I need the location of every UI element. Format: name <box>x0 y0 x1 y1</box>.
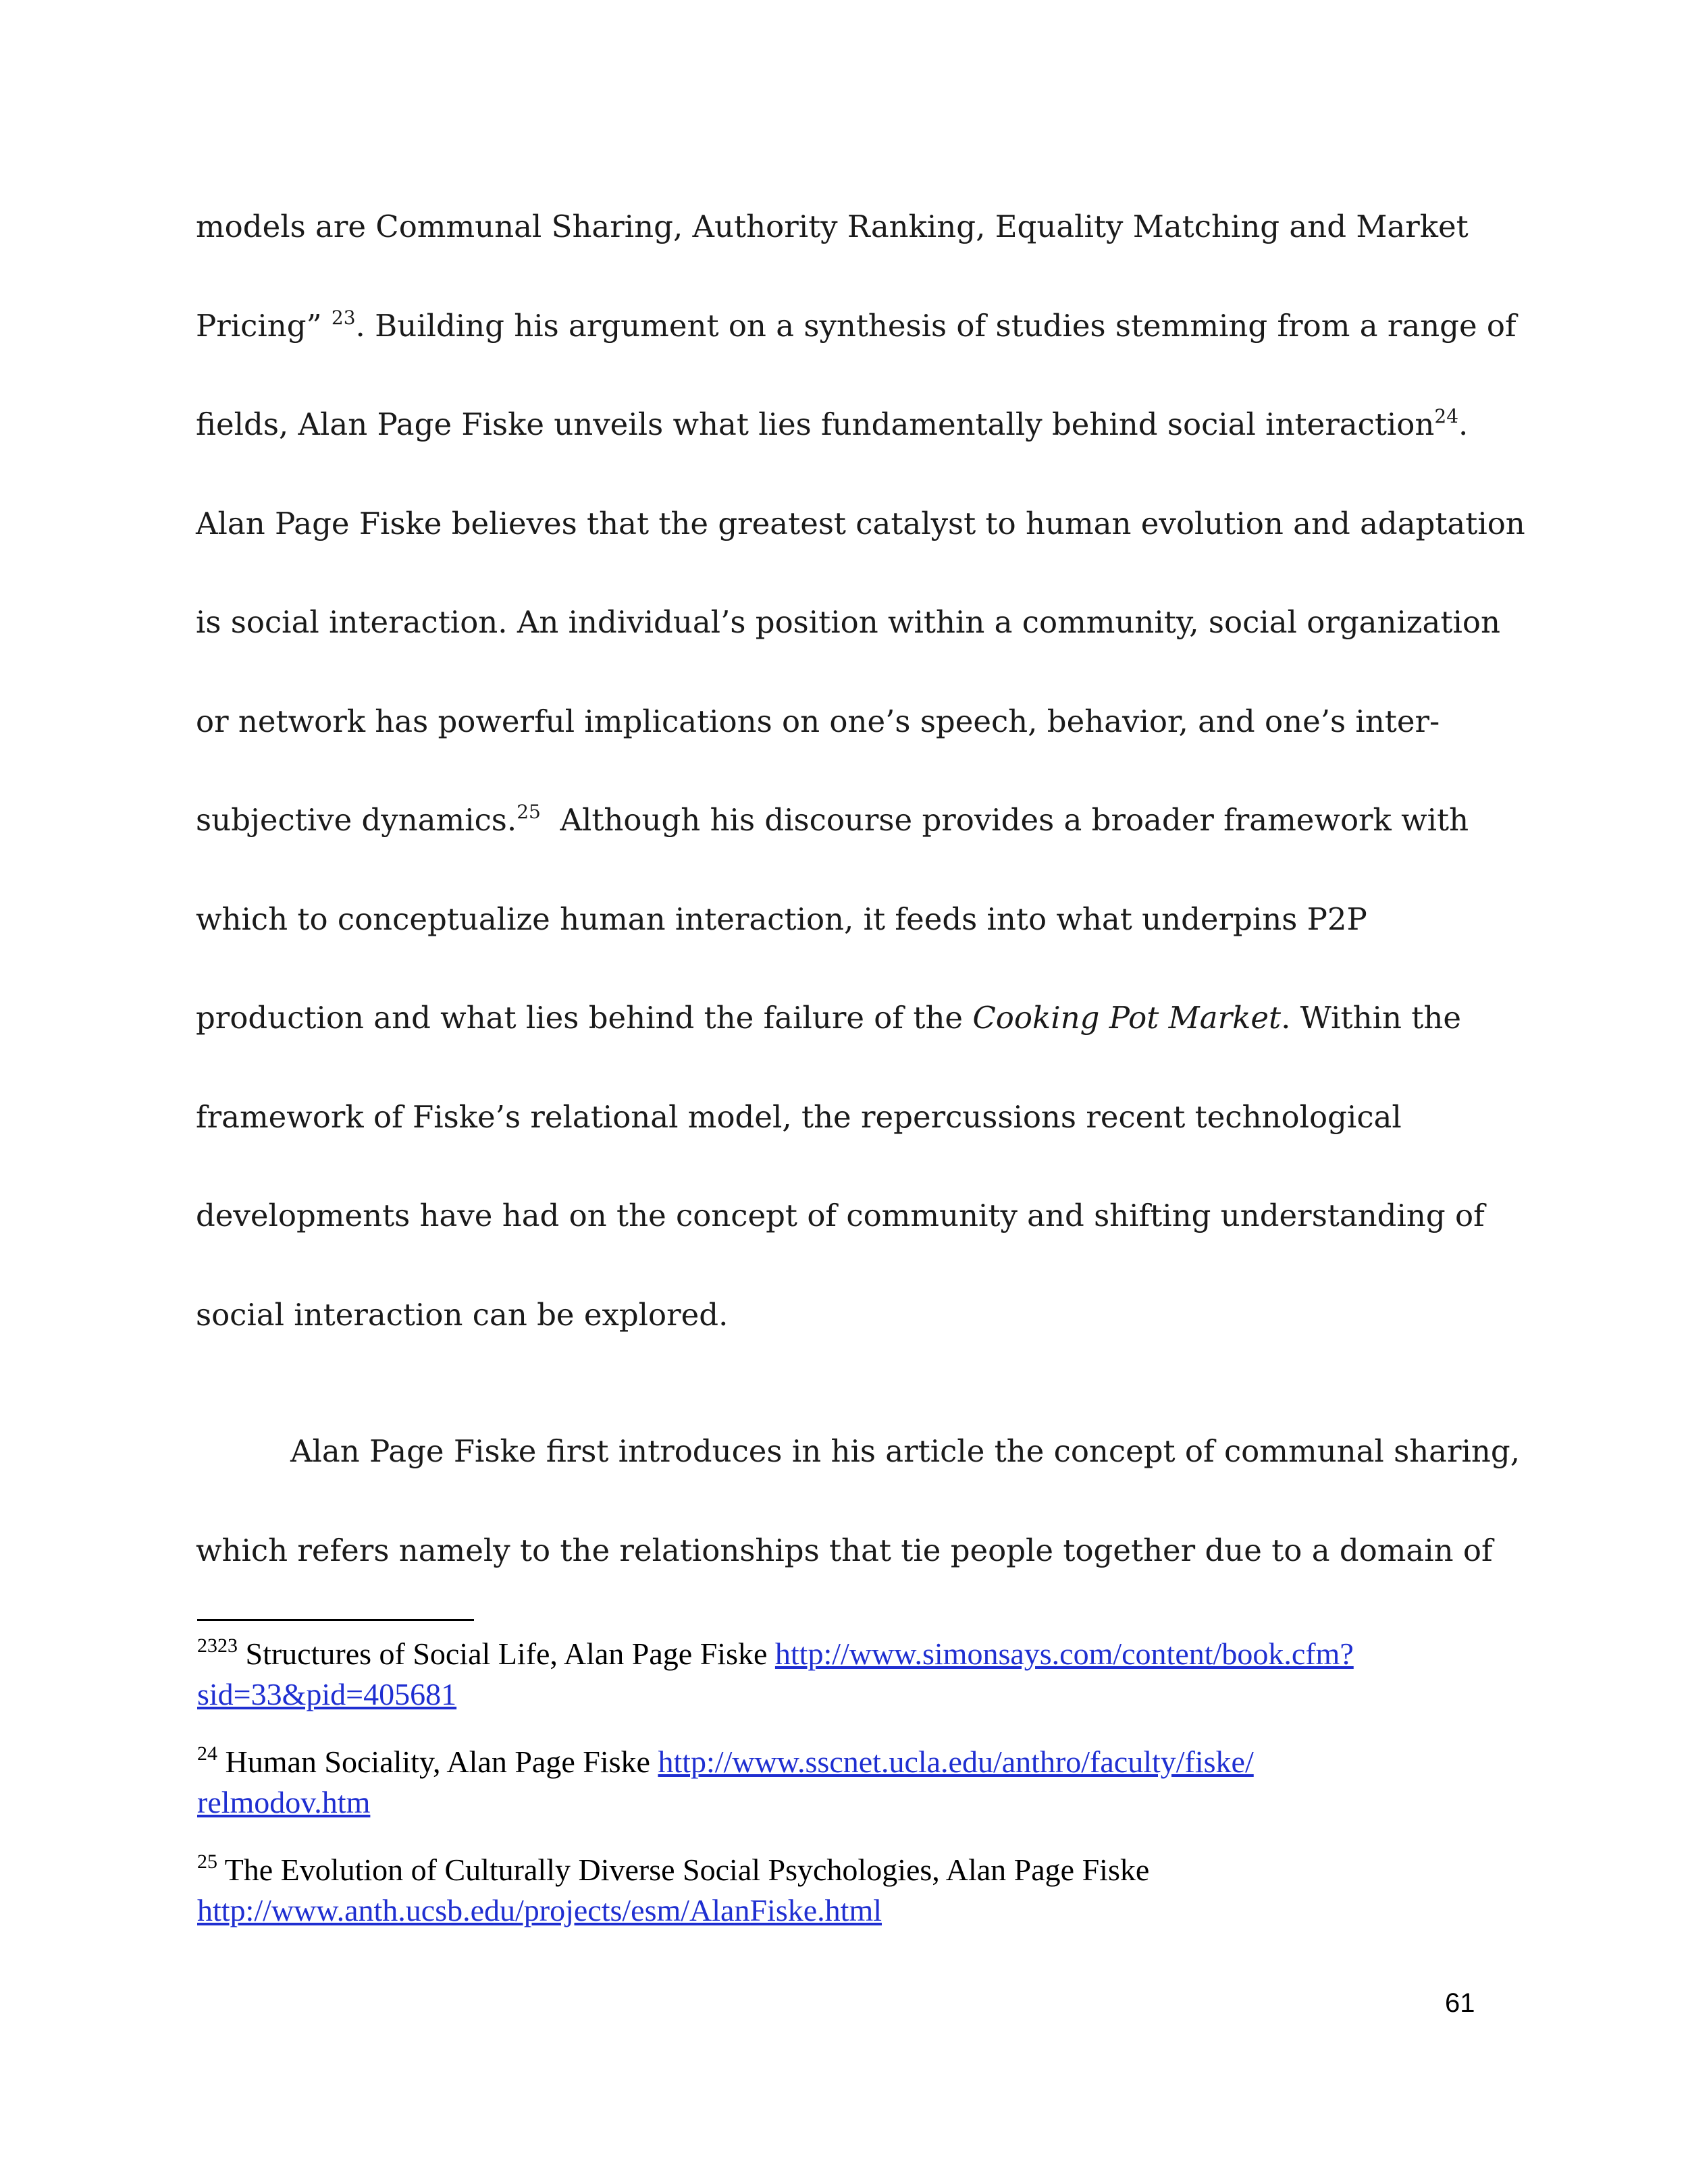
footnote-link[interactable]: http://www.sscnet.ucla.edu/anthro/faculty/fiske/ <box>658 1744 1254 1779</box>
footnote-ref-23[interactable]: 23 <box>331 306 356 329</box>
footnote-link[interactable]: http://www.simonsays.com/content/book.cfm? <box>774 1636 1354 1671</box>
footnote-line <box>197 1742 1480 1782</box>
text-fragment: production and what lies behind the failure of the <box>196 1000 973 1036</box>
footnote-text: Human Sociality, Alan Page Fiske <box>217 1744 658 1779</box>
footnote-line <box>197 1634 1480 1674</box>
text-line <box>196 771 1492 870</box>
text-line: Alan Page Fiske first introduces in his article the concept of communal sharing, <box>290 1433 1521 1469</box>
footnote-text: Structures of Social Life, Alan Page Fiske <box>238 1636 775 1671</box>
footnote-link-continued[interactable]: sid=33&pid=405681 <box>197 1677 457 1711</box>
footnote-number: 25 <box>197 1850 217 1873</box>
text-line: is social interaction. An individual’s position within a community, social organization <box>196 604 1500 640</box>
footnote-text: The Evolution of Culturally Diverse Social Psychologies, Alan Page Fiske <box>217 1853 1150 1887</box>
footnote-ref-25[interactable]: 25 <box>517 801 541 823</box>
footnote-separator <box>197 1619 474 1621</box>
footnote-line <box>197 1850 1480 1890</box>
italic-title: Cooking Pot Market <box>972 1000 1282 1036</box>
footnote-line <box>197 1674 1480 1715</box>
footnote-number: 2323 <box>197 1634 238 1657</box>
text-fragment: Although his discourse provides a broader framework with <box>540 802 1469 838</box>
text-line: or network has powerful implications on one’s speech, behavior, and one’s inter- <box>196 703 1440 739</box>
page-number: 61 <box>1445 1988 1475 2018</box>
text-fragment: . Building his argument on a synthesis of studies stemming from a range of <box>355 307 1516 344</box>
paragraph-2 <box>196 1402 1521 1600</box>
text-line <box>196 277 1516 376</box>
footnote-line <box>197 1890 1480 1931</box>
footnote-line <box>197 1782 1480 1823</box>
footnote-link-continued[interactable]: relmodov.htm <box>197 1785 371 1819</box>
text-line: social interaction can be explored. <box>196 1296 729 1333</box>
text-fragment: subjective dynamics. <box>196 802 517 838</box>
text-line: Alan Page Fiske believes that the greatest catalyst to human evolution and adaptation <box>196 505 1525 541</box>
text-line: which refers namely to the relationships that tie people together due to a domain of <box>196 1532 1493 1568</box>
text-line: framework of Fiske’s relational model, the repercussions recent technological <box>196 1098 1402 1135</box>
text-line: developments have had on the concept of community and shifting understanding of <box>196 1198 1485 1233</box>
footnote-ref-24[interactable]: 24 <box>1434 405 1459 427</box>
text-line: models are Communal Sharing, Authority Ranking, Equality Matching and Market <box>196 209 1469 244</box>
footnote-24 <box>197 1742 1480 1823</box>
paragraph-1 <box>196 178 1525 1364</box>
footnote-25 <box>197 1850 1480 1931</box>
footnote-number: 24 <box>197 1742 217 1765</box>
footnote-23 <box>197 1634 1480 1715</box>
text-line <box>196 375 1492 475</box>
text-fragment: . <box>1458 406 1469 442</box>
text-fragment: . Within the <box>1281 1000 1461 1036</box>
text-line <box>196 969 1492 1068</box>
text-fragment: fields, Alan Page Fiske unveils what lies fundamentally behind social interaction <box>196 406 1435 442</box>
text-line: which to conceptualize human interaction, it feeds into what underpins P2P <box>196 901 1367 937</box>
footnote-link[interactable]: http://www.anth.ucsb.edu/projects/esm/AlanFiske.html <box>197 1893 882 1927</box>
text-fragment: Pricing” <box>196 307 322 344</box>
